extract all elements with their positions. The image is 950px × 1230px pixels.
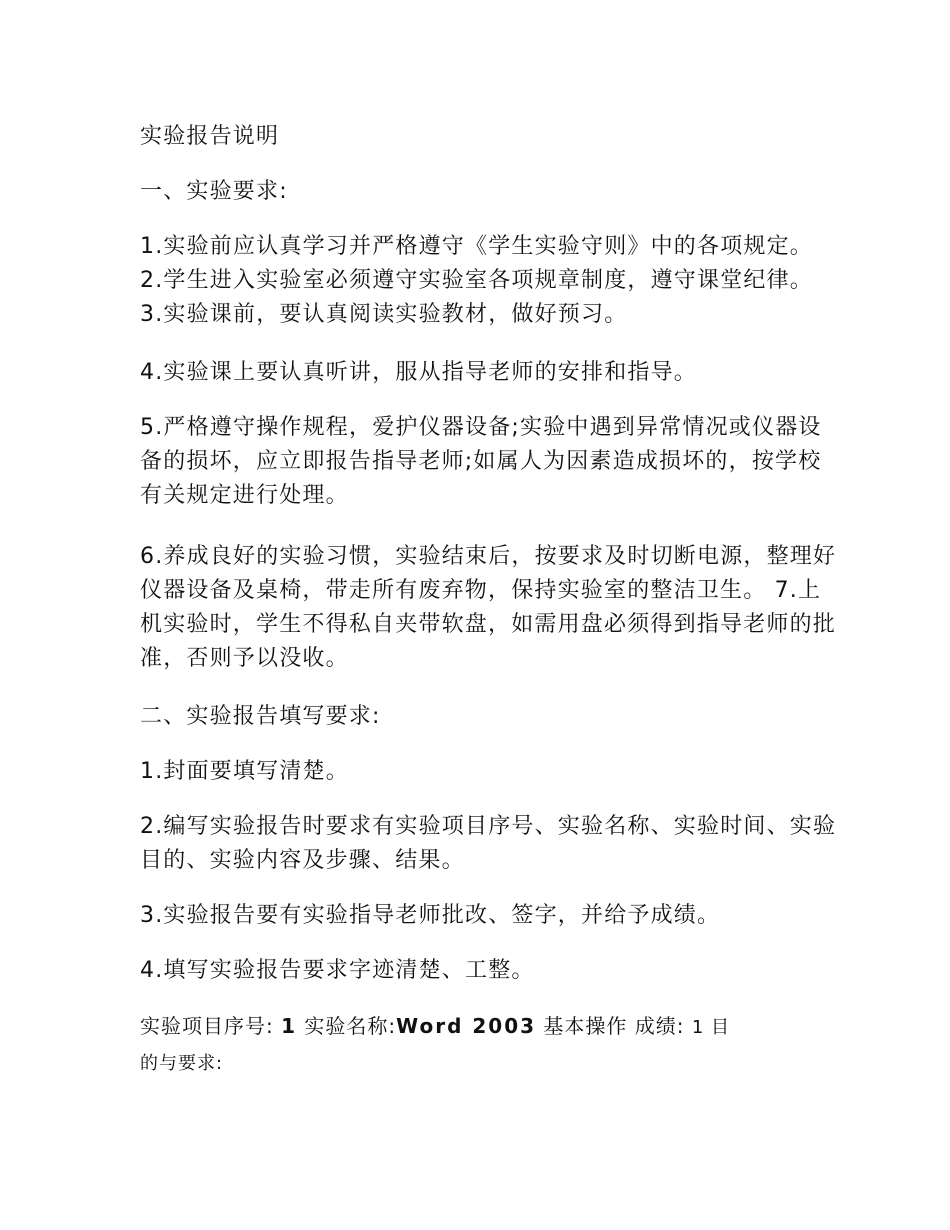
report-requirement-item-2: 2.编写实验报告时要求有实验项目序号、实验名称、实验时间、实验目的、实验内容及步骤、结果。 xyxy=(140,814,837,873)
report-requirement-item-1: 1.封面要填写清楚。 xyxy=(140,759,349,784)
name-suffix: 基本操作 xyxy=(543,1014,628,1038)
experiment-meta-line xyxy=(140,1009,840,1081)
requirement-item-3: 5.严格遵守操作规程，爱护仪器设备;实验中遇到异常情况或仪器设备的损坏，应立即报告指导老师;如属人为因素造成损坏的，按学校有关规定进行处理。 xyxy=(140,415,822,508)
project-number: 1 xyxy=(281,1014,298,1038)
project-label: 实验项目序号: xyxy=(140,1014,274,1038)
score-tail: 1 目 xyxy=(691,1017,731,1038)
requirement-item-2: 4.实验课上要认真听讲，服从指导老师的安排和指导。 xyxy=(140,360,697,385)
requirement-item-1: 1.实验前应认真学习并严格遵守《学生实验守则》中的各项规定。 2.学生进入实验室必须遵守实验室各项规章制度，遵守课堂纪律。 3.实验课前，要认真阅读实验教材，做好预习。 xyxy=(140,234,813,327)
name-label: 实验名称: xyxy=(304,1014,397,1038)
name-value: Word 2003 xyxy=(396,1014,537,1038)
report-requirement-item-3: 3.实验报告要有实验指导老师批改、签字，并给予成绩。 xyxy=(140,903,721,928)
document-title: 实验报告说明 xyxy=(140,124,280,149)
requirement-item-4: 6.养成良好的实验习惯，实验结束后，按要求及时切断电源，整理好仪器设备及桌椅，带走所有废弃物，保持实验室的整洁卫生。 7.上机实验时，学生不得私自夹带软盘，如需用盘必须得到指导老师的批准，否则予以没收。 xyxy=(140,544,837,671)
report-requirement-item-4: 4.填写实验报告要求字迹清楚、工整。 xyxy=(140,958,535,983)
section-heading-report-requirements: 二、实验报告填写要求: xyxy=(140,704,381,729)
section-heading-experiment-requirements: 一、实验要求: xyxy=(140,179,288,204)
score-label: 成绩: xyxy=(634,1014,685,1038)
purpose-label: 的与要求: xyxy=(140,1053,224,1074)
